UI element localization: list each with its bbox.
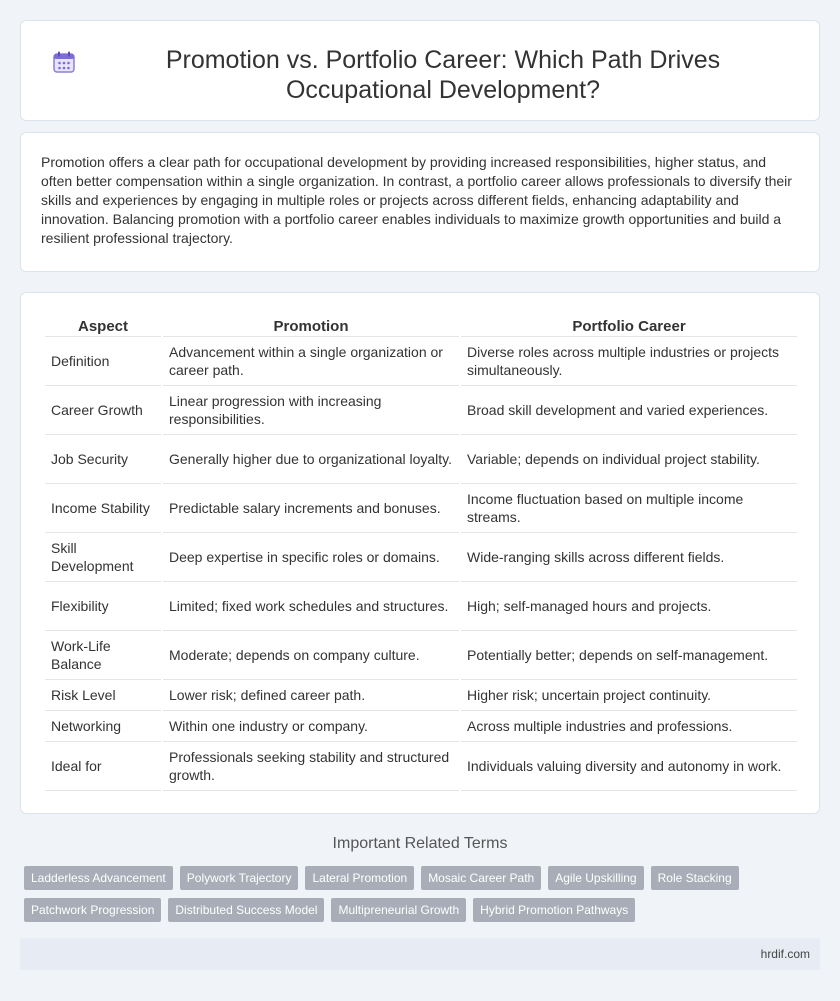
cell-promotion: Within one industry or company. [163, 711, 459, 742]
page-title: Promotion vs. Portfolio Career: Which Path Drives Occupational Development? [165, 46, 721, 104]
tag-row [24, 898, 820, 922]
related-terms-tags [24, 866, 820, 930]
cell-promotion: Predictable salary increments and bonuses. [163, 484, 459, 533]
related-terms-heading: Important Related Terms [332, 835, 508, 852]
tag-distributed-success-model[interactable]: Distributed Success Model [168, 898, 324, 922]
tag-polywork-trajectory[interactable]: Polywork Trajectory [180, 866, 299, 890]
footer [20, 938, 820, 970]
header-promotion: Promotion [163, 315, 459, 337]
cell-aspect: Job Security [45, 435, 161, 484]
cell-promotion: Moderate; depends on company culture. [163, 631, 459, 680]
tag-row [24, 866, 820, 890]
header-aspect: Aspect [45, 315, 161, 337]
table-row [45, 742, 797, 791]
calendar-icon [51, 49, 77, 75]
cell-promotion: Limited; fixed work schedules and structures. [163, 582, 459, 631]
table-row [45, 582, 797, 631]
tag-agile-upskilling[interactable]: Agile Upskilling [548, 866, 643, 890]
cell-portfolio: Income fluctuation based on multiple income streams. [461, 484, 797, 533]
cell-portfolio: Potentially better; depends on self-management. [461, 631, 797, 680]
table-row [45, 680, 797, 711]
tag-ladderless-advancement[interactable]: Ladderless Advancement [24, 866, 173, 890]
cell-portfolio: Broad skill development and varied experiences. [461, 386, 797, 435]
cell-portfolio: High; self-managed hours and projects. [461, 582, 797, 631]
table-row [45, 711, 797, 742]
cell-promotion: Lower risk; defined career path. [163, 680, 459, 711]
table-row [45, 484, 797, 533]
cell-aspect: Ideal for [45, 742, 161, 791]
cell-aspect: Income Stability [45, 484, 161, 533]
cell-portfolio: Variable; depends on individual project stability. [461, 435, 797, 484]
intro-paragraph: Promotion offers a clear path for occupational development by providing increased responsibilities, higher status, and often better compensation within a single organization. In contrast, a portfolio career allows professionals to diversify their skills and experiences by engaging in multiple roles or projects across different fields, enhancing adaptability and innovation. Balancing promotion with a portfolio career enables individuals to maximize growth opportunities and build a resilient professional trajectory. [41, 154, 792, 246]
table-header-row [45, 315, 797, 337]
tag-lateral-promotion[interactable]: Lateral Promotion [305, 866, 414, 890]
comparison-card [20, 292, 820, 814]
tag-multipreneurial-growth[interactable]: Multipreneurial Growth [331, 898, 466, 922]
cell-aspect: Flexibility [45, 582, 161, 631]
cell-promotion: Generally higher due to organizational loyalty. [163, 435, 459, 484]
footer-site[interactable]: hrdif.com [760, 947, 810, 961]
table-row [45, 337, 797, 386]
table-row [45, 386, 797, 435]
cell-portfolio: Diverse roles across multiple industries or projects simultaneously. [461, 337, 797, 386]
cell-aspect: Skill Development [45, 533, 161, 582]
cell-aspect: Work-Life Balance [45, 631, 161, 680]
cell-portfolio: Wide-ranging skills across different fields. [461, 533, 797, 582]
cell-promotion: Advancement within a single organization or career path. [163, 337, 459, 386]
tag-patchwork-progression[interactable]: Patchwork Progression [24, 898, 161, 922]
table-row [45, 631, 797, 680]
tag-hybrid-promotion-pathways[interactable]: Hybrid Promotion Pathways [473, 898, 635, 922]
table-row [45, 435, 797, 484]
header-portfolio-career: Portfolio Career [461, 315, 797, 337]
title-card [20, 20, 820, 121]
cell-promotion: Professionals seeking stability and structured growth. [163, 742, 459, 791]
cell-aspect: Risk Level [45, 680, 161, 711]
cell-promotion: Linear progression with increasing responsibilities. [163, 386, 459, 435]
cell-portfolio: Individuals valuing diversity and autonomy in work. [461, 742, 797, 791]
cell-aspect: Networking [45, 711, 161, 742]
cell-promotion: Deep expertise in specific roles or domains. [163, 533, 459, 582]
table-row [45, 533, 797, 582]
comparison-table [43, 315, 799, 791]
cell-aspect: Career Growth [45, 386, 161, 435]
intro-card [20, 132, 820, 272]
cell-portfolio: Across multiple industries and professions. [461, 711, 797, 742]
tag-mosaic-career-path[interactable]: Mosaic Career Path [421, 866, 541, 890]
cell-aspect: Definition [45, 337, 161, 386]
cell-portfolio: Higher risk; uncertain project continuity. [461, 680, 797, 711]
tag-role-stacking[interactable]: Role Stacking [651, 866, 739, 890]
